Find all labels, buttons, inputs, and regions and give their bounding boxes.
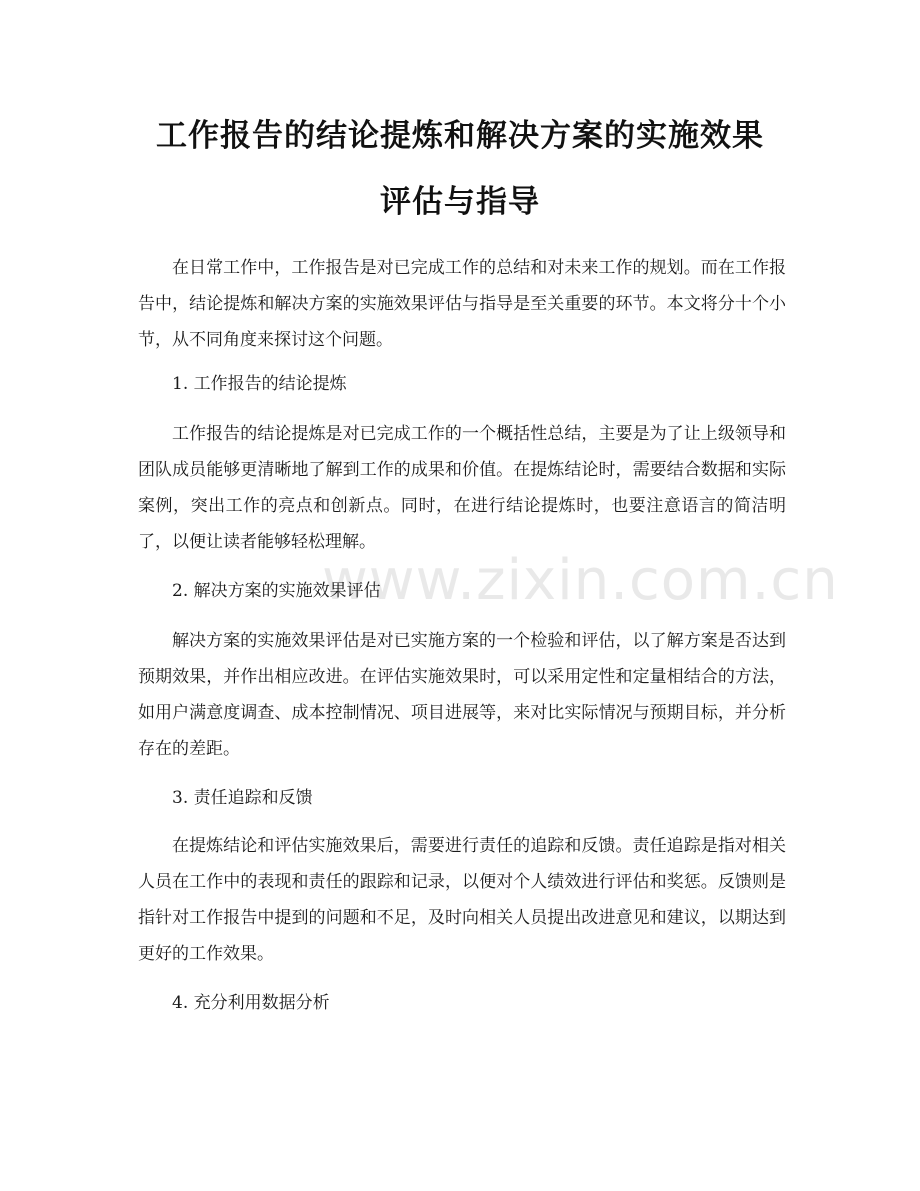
section-heading-4: 4. 充分利用数据分析 — [172, 993, 330, 1013]
section-body-1: 工作报告的结论提炼是对已完成工作的一个概括性总结，主要是为了让上级领导和团队成员能够更清晰地了解到工作的成果和价值。在提炼结论时，需要结合数据和实际案例，突出工作的亮点和创新点。同时，在进行结论提炼时，也要注意语言的简洁明了，以便让读者能够轻松理解。 — [138, 424, 786, 552]
intro-paragraph: 在日常工作中，工作报告是对已完成工作的总结和对未来工作的规划。而在工作报告中，结论提炼和解决方案的实施效果评估与指导是至关重要的环节。本文将分十个小节，从不同角度来探讨这个问题。 — [138, 258, 786, 350]
section-heading-2: 2. 解决方案的实施效果评估 — [172, 581, 381, 601]
section-body-3: 在提炼结论和评估实施效果后，需要进行责任的追踪和反馈。责任追踪是指对相关人员在工作中的表现和责任的跟踪和记录，以便对个人绩效进行评估和奖惩。反馈则是指针对工作报告中提到的问题和不足，及时向相关人员提出改进意见和建议，以期达到更好的工作效果。 — [138, 836, 786, 964]
watermark: www.zixin.com.cn — [322, 548, 839, 613]
section-body-2: 解决方案的实施效果评估是对已实施方案的一个检验和评估，以了解方案是否达到预期效果，并作出相应改进。在评估实施效果时，可以采用定性和定量相结合的方法，如用户满意度调查、成本控制情况、项目进展等，来对比实际情况与预期目标，并分析存在的差距。 — [138, 631, 786, 759]
section-heading-1: 1. 工作报告的结论提炼 — [172, 374, 347, 394]
document-title-line-2: 评估与指导 — [380, 184, 540, 220]
section-heading-3: 3. 责任追踪和反馈 — [172, 788, 313, 808]
document-title-line-1: 工作报告的结论提炼和解决方案的实施效果 — [156, 118, 764, 154]
